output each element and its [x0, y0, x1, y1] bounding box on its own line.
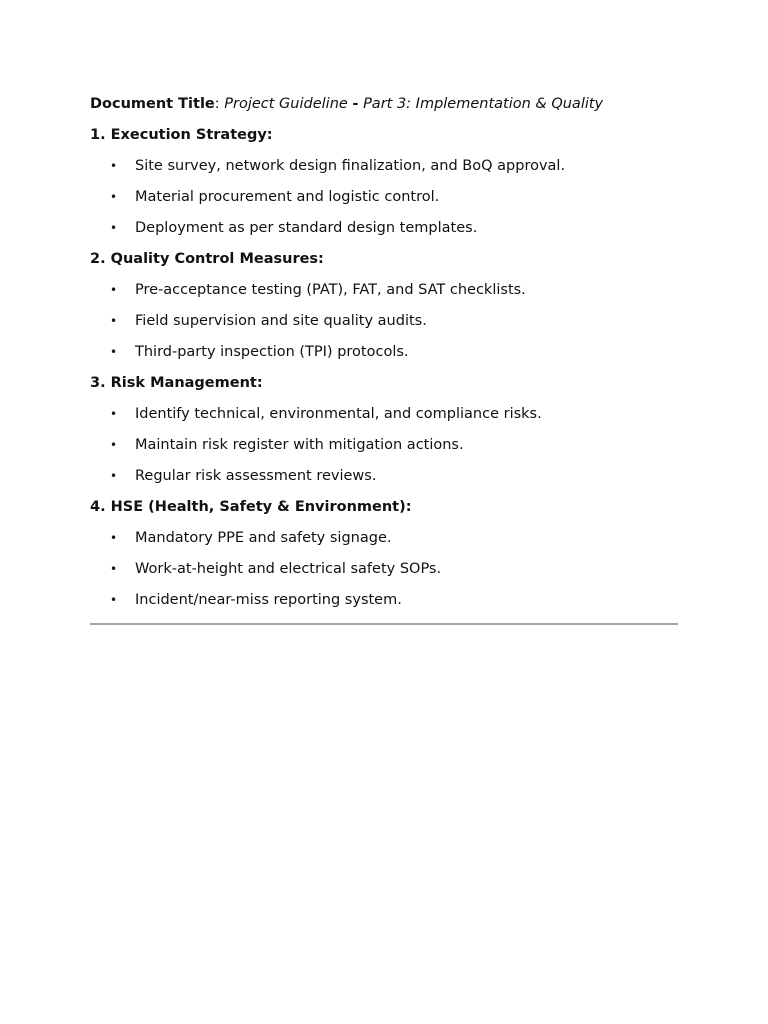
bullet-icon: • [110, 159, 118, 173]
horizontal-divider [90, 623, 678, 625]
list-item-text: Mandatory PPE and safety signage. [135, 530, 392, 546]
bullet-icon: • [110, 190, 118, 204]
document-title-part2: Part 3: Implementation & Quality [363, 96, 604, 112]
bullet-icon: • [110, 438, 118, 452]
bullet-icon: • [110, 562, 118, 576]
list-item-text: Maintain risk register with mitigation actions. [135, 437, 464, 453]
document-body [90, 89, 678, 625]
bullet-icon: • [110, 314, 118, 328]
bullet-icon: • [110, 407, 118, 421]
bullet-icon: • [110, 469, 118, 483]
list-item [90, 337, 678, 368]
document-title [90, 89, 678, 120]
list-item-text: Pre-acceptance testing (PAT), FAT, and SAT checklists. [135, 282, 526, 298]
list-item [90, 275, 678, 306]
bullet-icon: • [110, 531, 118, 545]
list-item [90, 306, 678, 337]
list-item-text: Incident/near-miss reporting system. [135, 592, 402, 608]
section-heading-execution-strategy: 1. Execution Strategy: [90, 127, 273, 143]
list-item-text: Material procurement and logistic control. [135, 189, 440, 205]
list-item-text: Deployment as per standard design templates. [135, 220, 478, 236]
document-title-separator: - [352, 96, 359, 112]
list-item-text: Third-party inspection (TPI) protocols. [135, 344, 409, 360]
section-heading-hse: 4. HSE (Health, Safety & Environment): [90, 499, 412, 515]
document-title-part1: Project Guideline [224, 96, 348, 112]
list-item [90, 523, 678, 554]
section-heading-risk-management: 3. Risk Management: [90, 375, 263, 391]
list-item [90, 151, 678, 182]
list-item [90, 182, 678, 213]
list-item-text: Work-at-height and electrical safety SOPs. [135, 561, 442, 577]
list-item-text: Regular risk assessment reviews. [135, 468, 377, 484]
list-item-text: Site survey, network design finalization, and BoQ approval. [135, 158, 566, 174]
bullet-icon: • [110, 345, 118, 359]
document-title-label: Document Title [90, 96, 215, 112]
bullet-icon: • [110, 221, 118, 235]
bullet-icon: • [110, 593, 118, 607]
list-item [90, 461, 678, 492]
list-item [90, 430, 678, 461]
list-item [90, 585, 678, 616]
list-item-text: Identify technical, environmental, and compliance risks. [135, 406, 542, 422]
list-item [90, 213, 678, 244]
bullet-icon: • [110, 283, 118, 297]
list-item [90, 399, 678, 430]
document-title-colon: : [214, 96, 220, 112]
list-item [90, 554, 678, 585]
list-item-text: Field supervision and site quality audits. [135, 313, 427, 329]
section-heading-quality-control: 2. Quality Control Measures: [90, 251, 324, 267]
